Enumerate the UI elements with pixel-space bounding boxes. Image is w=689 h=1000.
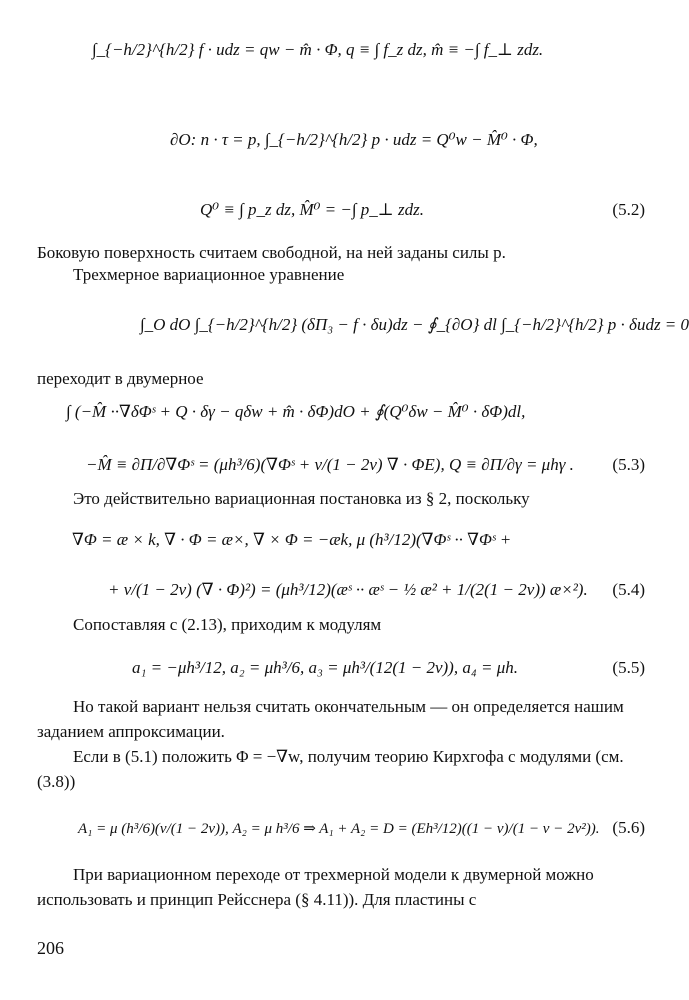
equation-boundary xyxy=(170,130,538,150)
page-number: 206 xyxy=(37,938,64,958)
equation-number: (5.5) xyxy=(612,658,645,677)
equation-text: ∂O: n · τ = p, ∫_{−h/2}^{h/2} p · udz = Q⁰w − M̂⁰ · Φ, xyxy=(170,130,538,149)
paragraph-3d-equation xyxy=(37,262,650,287)
equation-text: −M̂ ≡ ∂Π/∂∇Φˢ = (μh³/6)(∇Φˢ + ν/(1 − 2ν) ∇ · ΦE), Q ≡ ∂Π/∂γ = μhγ . xyxy=(86,455,574,474)
equation-text: ∇Φ = æ × k, ∇ · Φ = æ×, ∇ × Φ = −æk, μ (h³/12)(∇Φˢ ·· ∇Φˢ + xyxy=(72,530,512,549)
paragraph-text: При вариационном переходе от трехмерной модели к двумерной можно использовать и принцип Рейсснера (§ 4.11)). Для пластины с xyxy=(37,865,594,909)
equation-variational-2d xyxy=(66,402,525,422)
equation-text: ∫ (−M̂ ··∇δΦˢ + Q · δγ − qδw + m̂ · δΦ)dO + ∮(Q⁰δw − M̂⁰ · δΦ)dl, xyxy=(66,402,526,421)
paragraph-text: Но такой вариант нельзя считать окончательным — он определяется нашим заданием аппроксимации. xyxy=(37,697,624,741)
equation-5-3 xyxy=(86,455,689,475)
equation-text: + ν/(1 − 2ν) (∇ · Φ)²) = (μh³/12)(æˢ ·· æˢ − ½ æ² + 1/(2(1 − 2ν)) æ×²). xyxy=(108,580,588,599)
equation-moment-load xyxy=(92,40,543,60)
equation-gradients xyxy=(72,530,511,550)
equation-text: A₁ = μ (h³/6)(ν/(1 − 2ν)), A₂ = μ h³/6 ⇒ A₁ + A₂ = D = (Eh³/12)((1 − ν)/(1 − ν − 2ν²)). xyxy=(78,821,600,837)
paragraph-text: Боковую поверхность считаем свободной, на ней заданы силы p. xyxy=(37,243,506,262)
equation-5-6 xyxy=(78,818,689,838)
equation-5-2 xyxy=(200,200,689,220)
paragraph-kirchhoff xyxy=(37,744,650,794)
equation-number: (5.4) xyxy=(612,580,645,599)
equation-text: a₁ = −μh³/12, a₂ = μh³/6, a₃ = μh³/(12(1 − 2ν)), a₄ = μh. xyxy=(132,658,519,677)
equation-text: Q⁰ ≡ ∫ p_z dz, M̂⁰ = −∫ p_⊥ zdz. xyxy=(200,200,424,219)
paragraph-compare xyxy=(37,612,650,637)
equation-text: ∫_{−h/2}^{h/2} f · udz = qw − m̂ · Φ, q ≡ ∫ f_z dz, m̂ ≡ −∫ f_⊥ zdz. xyxy=(92,40,544,59)
equation-5-4 xyxy=(108,580,689,600)
equation-5-5 xyxy=(132,658,689,678)
paragraph-text: Если в (5.1) положить Φ = −∇w, получим теорию Кирхгофа с модулями (см. (3.8)) xyxy=(37,747,624,791)
equation-variational-3d xyxy=(140,315,689,335)
equation-text: ∫_O dO ∫_{−h/2}^{h/2} (δΠ₃ − f · δu)dz − ∮_{∂O} dl ∫_{−h/2}^{h/2} p · δudz = 0 xyxy=(140,315,689,334)
paragraph-indeed xyxy=(37,486,650,511)
paragraph-text: Сопоставляя с (2.13), приходим к модулям xyxy=(73,615,382,634)
paragraph-text: Трехмерное вариационное уравнение xyxy=(73,265,345,284)
paragraph-text: переходит в двумерное xyxy=(37,369,204,388)
equation-number: (5.6) xyxy=(612,818,645,837)
paragraph-text: Это действительно вариационная постановка из § 2, поскольку xyxy=(73,489,530,508)
paragraph-transition xyxy=(37,366,650,391)
equation-number: (5.2) xyxy=(612,200,645,219)
paragraph-not-final xyxy=(37,694,650,744)
paragraph-reissner xyxy=(37,862,650,912)
equation-number: (5.3) xyxy=(612,455,645,474)
